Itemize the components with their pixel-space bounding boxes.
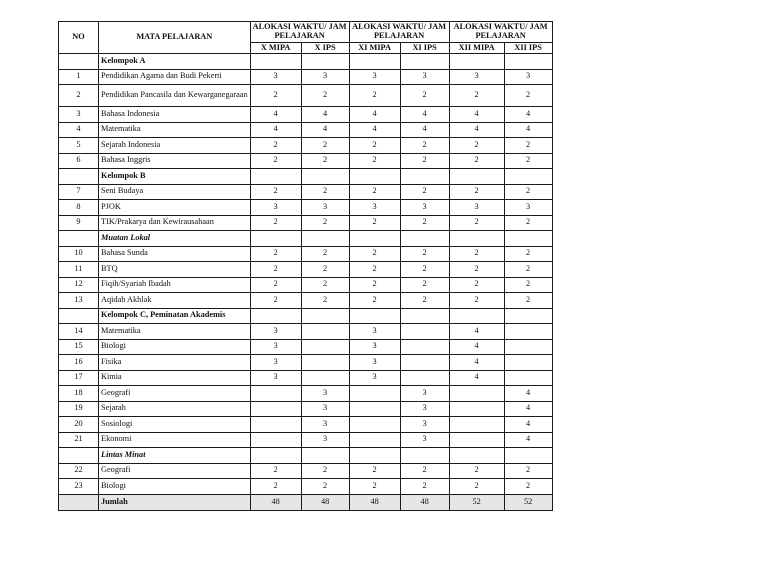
total-value: 48 bbox=[349, 494, 400, 510]
hours-cell: 2 bbox=[400, 277, 449, 293]
subject-row bbox=[59, 417, 553, 433]
subject-name: Pendidikan Agama dan Budi Pekerti bbox=[99, 69, 251, 85]
subject-name: Matematika bbox=[99, 324, 251, 340]
hours-cell bbox=[504, 339, 552, 355]
row-number: 14 bbox=[59, 324, 99, 340]
hours-cell: 2 bbox=[250, 138, 301, 154]
hours-cell bbox=[250, 401, 301, 417]
hours-cell: 2 bbox=[504, 153, 552, 169]
hours-cell: 4 bbox=[301, 122, 349, 138]
hours-cell: 2 bbox=[301, 184, 349, 200]
subject-row bbox=[59, 262, 553, 278]
hours-cell: 4 bbox=[449, 122, 504, 138]
subject-name: Geografi bbox=[99, 386, 251, 402]
subject-name: Biologi bbox=[99, 339, 251, 355]
group-empty-cell bbox=[301, 54, 349, 70]
subject-name: Aqidah Akhlak bbox=[99, 293, 251, 309]
subject-name: Pendidikan Pancasila dan Kewarganegaraan bbox=[99, 85, 251, 107]
header-xii-ips: XII IPS bbox=[504, 43, 552, 54]
group-empty-cell bbox=[449, 231, 504, 247]
hours-cell bbox=[449, 386, 504, 402]
subject-row bbox=[59, 293, 553, 309]
group-name: Muatan Lokal bbox=[99, 231, 251, 247]
hours-cell: 2 bbox=[250, 262, 301, 278]
group-empty-cell bbox=[504, 448, 552, 464]
hours-cell: 2 bbox=[449, 184, 504, 200]
hours-cell: 4 bbox=[504, 417, 552, 433]
hours-cell: 3 bbox=[400, 401, 449, 417]
hours-cell: 3 bbox=[504, 69, 552, 85]
hours-cell: 2 bbox=[250, 479, 301, 495]
group-no-cell bbox=[59, 54, 99, 70]
hours-cell: 2 bbox=[504, 293, 552, 309]
table-footer bbox=[59, 494, 553, 510]
group-name: Kelompok B bbox=[99, 169, 251, 185]
subject-row bbox=[59, 85, 553, 107]
hours-cell: 2 bbox=[301, 293, 349, 309]
subject-row bbox=[59, 138, 553, 154]
hours-cell: 2 bbox=[504, 277, 552, 293]
hours-cell: 2 bbox=[504, 85, 552, 107]
hours-cell bbox=[250, 432, 301, 448]
hours-cell: 3 bbox=[349, 339, 400, 355]
group-empty-cell bbox=[504, 231, 552, 247]
hours-cell: 4 bbox=[250, 122, 301, 138]
hours-cell: 4 bbox=[449, 339, 504, 355]
row-number: 20 bbox=[59, 417, 99, 433]
hours-cell: 2 bbox=[250, 153, 301, 169]
row-number: 21 bbox=[59, 432, 99, 448]
hours-cell: 2 bbox=[349, 246, 400, 262]
hours-cell: 2 bbox=[449, 153, 504, 169]
hours-cell bbox=[250, 386, 301, 402]
row-number: 17 bbox=[59, 370, 99, 386]
group-empty-cell bbox=[400, 231, 449, 247]
hours-cell: 2 bbox=[400, 215, 449, 231]
group-empty-cell bbox=[504, 54, 552, 70]
hours-cell: 2 bbox=[449, 463, 504, 479]
hours-cell: 3 bbox=[250, 69, 301, 85]
group-empty-cell bbox=[301, 308, 349, 324]
hours-cell: 2 bbox=[250, 184, 301, 200]
group-empty-cell bbox=[349, 448, 400, 464]
row-number: 9 bbox=[59, 215, 99, 231]
subject-name: Bahasa Sunda bbox=[99, 246, 251, 262]
hours-cell: 2 bbox=[301, 215, 349, 231]
group-empty-cell bbox=[400, 448, 449, 464]
subject-row bbox=[59, 215, 553, 231]
group-row bbox=[59, 54, 553, 70]
row-number: 5 bbox=[59, 138, 99, 154]
hours-cell: 3 bbox=[250, 355, 301, 371]
hours-cell: 2 bbox=[349, 184, 400, 200]
total-value: 48 bbox=[400, 494, 449, 510]
hours-cell: 3 bbox=[250, 200, 301, 216]
group-empty-cell bbox=[449, 54, 504, 70]
hours-cell: 3 bbox=[504, 200, 552, 216]
hours-cell bbox=[301, 339, 349, 355]
hours-cell: 3 bbox=[301, 417, 349, 433]
hours-cell: 2 bbox=[301, 463, 349, 479]
row-number: 4 bbox=[59, 122, 99, 138]
group-empty-cell bbox=[400, 308, 449, 324]
row-number: 12 bbox=[59, 277, 99, 293]
row-number: 2 bbox=[59, 85, 99, 107]
hours-cell: 2 bbox=[301, 85, 349, 107]
hours-cell: 2 bbox=[504, 479, 552, 495]
hours-cell: 2 bbox=[400, 262, 449, 278]
table-body bbox=[59, 54, 553, 495]
hours-cell bbox=[301, 370, 349, 386]
hours-cell: 2 bbox=[400, 138, 449, 154]
header-x-mipa: X MIPA bbox=[250, 43, 301, 54]
subject-name: PJOK bbox=[99, 200, 251, 216]
hours-cell: 2 bbox=[250, 85, 301, 107]
row-number: 8 bbox=[59, 200, 99, 216]
hours-cell: 2 bbox=[504, 246, 552, 262]
hours-cell: 2 bbox=[449, 138, 504, 154]
header-grade-x: ALOKASI WAKTU/ JAM PELAJARAN bbox=[250, 22, 349, 43]
subject-row bbox=[59, 324, 553, 340]
subject-row bbox=[59, 246, 553, 262]
subject-name: Seni Budaya bbox=[99, 184, 251, 200]
group-empty-cell bbox=[349, 231, 400, 247]
hours-cell: 3 bbox=[449, 200, 504, 216]
hours-cell: 2 bbox=[504, 463, 552, 479]
hours-cell: 2 bbox=[349, 153, 400, 169]
hours-cell bbox=[349, 386, 400, 402]
hours-cell: 3 bbox=[250, 339, 301, 355]
subject-row bbox=[59, 355, 553, 371]
row-number: 1 bbox=[59, 69, 99, 85]
hours-cell: 3 bbox=[301, 386, 349, 402]
hours-cell: 4 bbox=[504, 432, 552, 448]
subject-name: TIK/Prakarya dan Kewirausahaan bbox=[99, 215, 251, 231]
hours-cell: 2 bbox=[349, 277, 400, 293]
subject-row bbox=[59, 339, 553, 355]
row-number: 11 bbox=[59, 262, 99, 278]
total-value: 48 bbox=[301, 494, 349, 510]
hours-cell: 2 bbox=[449, 246, 504, 262]
hours-cell: 2 bbox=[349, 85, 400, 107]
hours-cell: 2 bbox=[349, 138, 400, 154]
hours-cell bbox=[504, 324, 552, 340]
subject-name: Sejarah Indonesia bbox=[99, 138, 251, 154]
hours-cell: 2 bbox=[449, 215, 504, 231]
group-no-cell bbox=[59, 231, 99, 247]
hours-cell: 2 bbox=[250, 293, 301, 309]
subject-row bbox=[59, 184, 553, 200]
hours-cell bbox=[504, 370, 552, 386]
hours-cell: 2 bbox=[449, 262, 504, 278]
group-row bbox=[59, 308, 553, 324]
hours-cell bbox=[400, 324, 449, 340]
group-empty-cell bbox=[504, 308, 552, 324]
hours-cell bbox=[400, 355, 449, 371]
subject-name: Bahasa Inggris bbox=[99, 153, 251, 169]
hours-cell: 4 bbox=[349, 107, 400, 123]
hours-cell bbox=[301, 324, 349, 340]
header-grade-xi: ALOKASI WAKTU/ JAM PELAJARAN bbox=[349, 22, 449, 43]
hours-cell: 3 bbox=[400, 200, 449, 216]
hours-cell: 4 bbox=[504, 107, 552, 123]
header-xi-mipa: XI MIPA bbox=[349, 43, 400, 54]
group-empty-cell bbox=[349, 54, 400, 70]
curriculum-table bbox=[58, 21, 553, 511]
group-empty-cell bbox=[250, 231, 301, 247]
hours-cell: 4 bbox=[250, 107, 301, 123]
group-name: Lintas Minat bbox=[99, 448, 251, 464]
hours-cell: 3 bbox=[301, 200, 349, 216]
hours-cell bbox=[349, 417, 400, 433]
hours-cell: 4 bbox=[301, 107, 349, 123]
hours-cell: 2 bbox=[449, 85, 504, 107]
subject-row bbox=[59, 200, 553, 216]
hours-cell bbox=[400, 339, 449, 355]
subject-name: BTQ bbox=[99, 262, 251, 278]
hours-cell: 2 bbox=[449, 293, 504, 309]
hours-cell bbox=[449, 401, 504, 417]
hours-cell bbox=[349, 432, 400, 448]
subject-row bbox=[59, 401, 553, 417]
group-empty-cell bbox=[449, 308, 504, 324]
group-empty-cell bbox=[349, 169, 400, 185]
header-grade-xii: ALOKASI WAKTU/ JAM PELAJARAN bbox=[449, 22, 552, 43]
group-empty-cell bbox=[349, 308, 400, 324]
group-empty-cell bbox=[301, 231, 349, 247]
row-number: 13 bbox=[59, 293, 99, 309]
row-number: 23 bbox=[59, 479, 99, 495]
row-number: 19 bbox=[59, 401, 99, 417]
subject-name: Sosiologi bbox=[99, 417, 251, 433]
hours-cell: 3 bbox=[301, 432, 349, 448]
hours-cell: 4 bbox=[504, 122, 552, 138]
row-number: 18 bbox=[59, 386, 99, 402]
hours-cell: 2 bbox=[349, 463, 400, 479]
hours-cell: 4 bbox=[449, 107, 504, 123]
subject-name: Geografi bbox=[99, 463, 251, 479]
hours-cell: 4 bbox=[400, 122, 449, 138]
group-empty-cell bbox=[449, 448, 504, 464]
group-no-cell bbox=[59, 448, 99, 464]
hours-cell: 3 bbox=[400, 69, 449, 85]
hours-cell bbox=[301, 355, 349, 371]
row-number: 6 bbox=[59, 153, 99, 169]
hours-cell bbox=[250, 417, 301, 433]
hours-cell: 2 bbox=[349, 293, 400, 309]
hours-cell: 2 bbox=[504, 215, 552, 231]
hours-cell: 2 bbox=[400, 479, 449, 495]
group-empty-cell bbox=[301, 448, 349, 464]
subject-row bbox=[59, 463, 553, 479]
header-subject: MATA PELAJARAN bbox=[99, 22, 251, 54]
row-number: 3 bbox=[59, 107, 99, 123]
hours-cell: 3 bbox=[400, 417, 449, 433]
hours-cell: 2 bbox=[449, 277, 504, 293]
group-empty-cell bbox=[400, 54, 449, 70]
hours-cell: 2 bbox=[400, 293, 449, 309]
hours-cell: 2 bbox=[400, 463, 449, 479]
subject-name: Fisika bbox=[99, 355, 251, 371]
hours-cell: 3 bbox=[449, 69, 504, 85]
group-row bbox=[59, 448, 553, 464]
hours-cell: 2 bbox=[449, 479, 504, 495]
subject-row bbox=[59, 370, 553, 386]
row-number: 7 bbox=[59, 184, 99, 200]
subject-row bbox=[59, 432, 553, 448]
hours-cell: 2 bbox=[250, 246, 301, 262]
hours-cell: 2 bbox=[301, 153, 349, 169]
hours-cell bbox=[504, 355, 552, 371]
hours-cell: 4 bbox=[449, 370, 504, 386]
hours-cell: 2 bbox=[349, 479, 400, 495]
group-row bbox=[59, 231, 553, 247]
subject-row bbox=[59, 122, 553, 138]
subject-row bbox=[59, 107, 553, 123]
subject-name: Biologi bbox=[99, 479, 251, 495]
hours-cell: 2 bbox=[400, 85, 449, 107]
hours-cell: 2 bbox=[400, 153, 449, 169]
subject-name: Kimia bbox=[99, 370, 251, 386]
subject-row bbox=[59, 153, 553, 169]
hours-cell: 3 bbox=[250, 324, 301, 340]
hours-cell: 2 bbox=[349, 215, 400, 231]
hours-cell: 3 bbox=[349, 200, 400, 216]
table-header bbox=[59, 22, 553, 54]
hours-cell: 4 bbox=[504, 386, 552, 402]
hours-cell: 4 bbox=[504, 401, 552, 417]
hours-cell bbox=[349, 401, 400, 417]
group-empty-cell bbox=[449, 169, 504, 185]
hours-cell: 2 bbox=[400, 246, 449, 262]
group-name: Kelompok C, Peminatan Akademis bbox=[99, 308, 251, 324]
row-number: 16 bbox=[59, 355, 99, 371]
total-row bbox=[59, 494, 553, 510]
group-empty-cell bbox=[400, 169, 449, 185]
group-empty-cell bbox=[504, 169, 552, 185]
hours-cell: 2 bbox=[250, 463, 301, 479]
subject-name: Fiqih/Syariah Ibadah bbox=[99, 277, 251, 293]
total-value: 52 bbox=[504, 494, 552, 510]
row-number: 10 bbox=[59, 246, 99, 262]
hours-cell bbox=[449, 417, 504, 433]
total-value: 52 bbox=[449, 494, 504, 510]
hours-cell: 2 bbox=[504, 184, 552, 200]
group-empty-cell bbox=[250, 448, 301, 464]
hours-cell: 4 bbox=[400, 107, 449, 123]
hours-cell: 2 bbox=[301, 277, 349, 293]
subject-name: Matematika bbox=[99, 122, 251, 138]
subject-row bbox=[59, 479, 553, 495]
hours-cell: 3 bbox=[301, 69, 349, 85]
group-empty-cell bbox=[250, 54, 301, 70]
total-label: Jumlah bbox=[99, 494, 251, 510]
hours-cell: 2 bbox=[301, 262, 349, 278]
group-empty-cell bbox=[250, 308, 301, 324]
hours-cell: 2 bbox=[301, 479, 349, 495]
group-no-cell bbox=[59, 308, 99, 324]
group-row bbox=[59, 169, 553, 185]
row-number: 22 bbox=[59, 463, 99, 479]
hours-cell: 2 bbox=[504, 262, 552, 278]
hours-cell: 3 bbox=[250, 370, 301, 386]
hours-cell: 2 bbox=[504, 138, 552, 154]
subject-row bbox=[59, 277, 553, 293]
header-xii-mipa: XII MIPA bbox=[449, 43, 504, 54]
total-value: 48 bbox=[250, 494, 301, 510]
group-empty-cell bbox=[250, 169, 301, 185]
group-no-cell bbox=[59, 169, 99, 185]
hours-cell: 3 bbox=[349, 69, 400, 85]
hours-cell: 4 bbox=[349, 122, 400, 138]
hours-cell: 3 bbox=[400, 386, 449, 402]
subject-name: Bahasa Indonesia bbox=[99, 107, 251, 123]
subject-name: Ekonomi bbox=[99, 432, 251, 448]
hours-cell: 2 bbox=[400, 184, 449, 200]
group-name: Kelompok A bbox=[99, 54, 251, 70]
header-xi-ips: XI IPS bbox=[400, 43, 449, 54]
hours-cell bbox=[449, 432, 504, 448]
hours-cell: 3 bbox=[349, 370, 400, 386]
subject-name: Sejarah bbox=[99, 401, 251, 417]
header-x-ips: X IPS bbox=[301, 43, 349, 54]
hours-cell: 2 bbox=[250, 215, 301, 231]
hours-cell: 2 bbox=[301, 246, 349, 262]
group-empty-cell bbox=[301, 169, 349, 185]
hours-cell: 2 bbox=[250, 277, 301, 293]
hours-cell: 2 bbox=[301, 138, 349, 154]
hours-cell: 3 bbox=[400, 432, 449, 448]
hours-cell: 3 bbox=[301, 401, 349, 417]
hours-cell: 2 bbox=[349, 262, 400, 278]
hours-cell: 4 bbox=[449, 355, 504, 371]
subject-row bbox=[59, 69, 553, 85]
total-no-cell bbox=[59, 494, 99, 510]
subject-row bbox=[59, 386, 553, 402]
hours-cell: 3 bbox=[349, 324, 400, 340]
header-no: NO bbox=[59, 22, 99, 54]
hours-cell: 3 bbox=[349, 355, 400, 371]
row-number: 15 bbox=[59, 339, 99, 355]
hours-cell: 4 bbox=[449, 324, 504, 340]
hours-cell bbox=[400, 370, 449, 386]
